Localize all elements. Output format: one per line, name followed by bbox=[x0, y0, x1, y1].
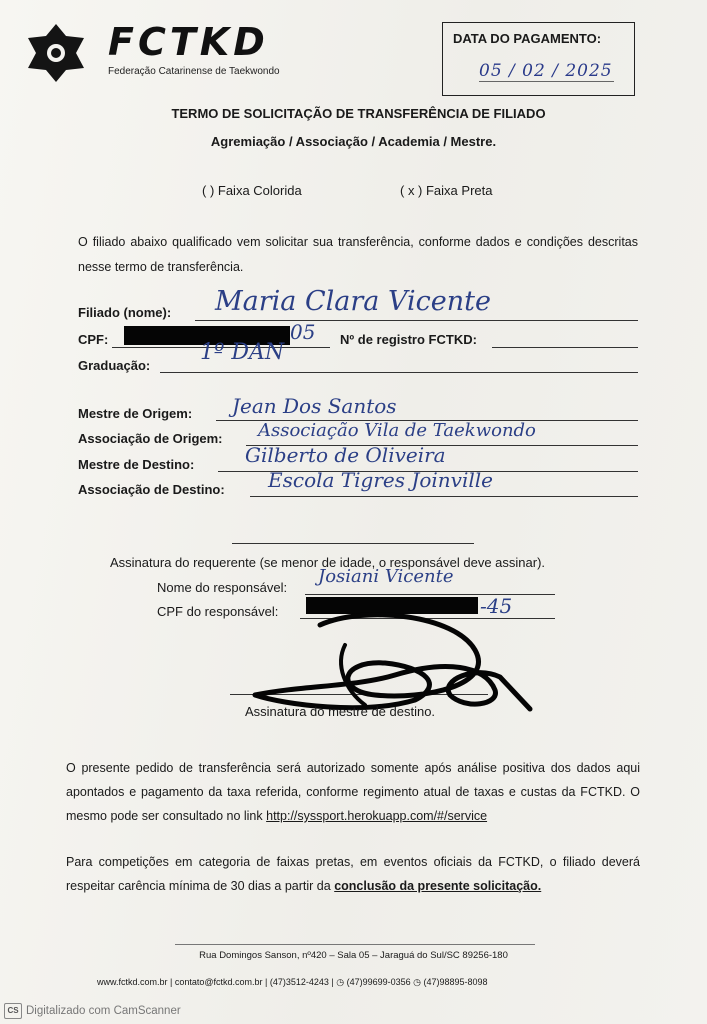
footer-divider bbox=[175, 944, 535, 945]
handwritten-signature bbox=[225, 605, 535, 720]
graduacao-label: Graduação: bbox=[78, 358, 151, 373]
cpf-responsavel-visible: -45 bbox=[480, 594, 513, 618]
camscanner-icon: CS bbox=[4, 1003, 22, 1019]
option-black-belt: ( x ) Faixa Preta bbox=[400, 183, 493, 198]
cpf-responsavel-label: CPF do responsável: bbox=[157, 604, 279, 619]
fctkd-logo-icon bbox=[24, 24, 88, 82]
payment-date-value: 05 / 02 / 2025 bbox=[479, 61, 613, 81]
cpf-label: CPF: bbox=[78, 332, 109, 347]
document-subtitle: Agremiação / Associação / Academia / Mestre. bbox=[210, 134, 497, 149]
requester-signature-caption: Assinatura do requerente (se menor de idade, o responsável deve assinar). bbox=[110, 555, 546, 570]
document-title: TERMO DE SOLICITAÇÃO DE TRANSFERÊNCIA DE FILIADO bbox=[171, 106, 546, 121]
scanner-watermark bbox=[4, 1003, 181, 1019]
assoc-origem-value: Associação Vila de Taekwondo bbox=[258, 420, 536, 441]
rule-text: Para competições em categoria de faixas pretas, em eventos oficiais da FCTKD, o filiado deverá respeitar carência mínima de 30 dias a partir da bbox=[66, 855, 640, 893]
responsavel-label: Nome do responsável: bbox=[157, 580, 288, 595]
rule-emphasis: conclusão da presente solicitação. bbox=[334, 879, 542, 893]
notice-text: O presente pedido de transferência será autorizado somente após análise positiva dos dados aqui apontados e pagamento da taxa referida, conforme regimento atual de taxas e custas da FCTKD. O mesmo pode ser consultado no link bbox=[66, 761, 640, 823]
mestre-destino-label: Mestre de Destino: bbox=[78, 457, 195, 472]
mestre-destino-signature-caption: Assinatura do mestre de destino. bbox=[245, 704, 436, 719]
registro-label: Nº de registro FCTKD: bbox=[340, 332, 477, 347]
logo-subtitle: Federação Catarinense de Taekwondo bbox=[108, 66, 280, 77]
filiado-label: Filiado (nome): bbox=[78, 305, 172, 320]
service-link[interactable]: http://syssport.herokuapp.com/#/service bbox=[266, 809, 488, 823]
mestre-origem-value: Jean Dos Santos bbox=[232, 394, 397, 418]
mestre-destino-value: Gilberto de Oliveira bbox=[245, 443, 446, 467]
footer-address: Rua Domingos Sanson, nº420 – Sala 05 – Jaraguá do Sul/SC 89256-180 bbox=[199, 950, 508, 961]
intro-paragraph: O filiado abaixo qualificado vem solicitar sua transferência, conforme dados e condições descritas nesse termo de transferência. bbox=[78, 235, 638, 274]
responsavel-value: Josiani Vicente bbox=[318, 566, 454, 587]
assoc-origem-label: Associação de Origem: bbox=[78, 431, 223, 446]
requester-signature-line bbox=[232, 543, 474, 544]
payment-date-label: DATA DO PAGAMENTO: bbox=[453, 31, 602, 46]
notice-paragraph bbox=[66, 756, 640, 828]
assoc-destino-line bbox=[250, 496, 638, 497]
registro-line bbox=[492, 347, 638, 348]
assoc-destino-label: Associação de Destino: bbox=[78, 482, 225, 497]
cpf-visible-digits: 05 bbox=[290, 320, 316, 344]
scanner-text: Digitalizado com CamScanner bbox=[26, 1005, 181, 1017]
logo-text: FCTKD bbox=[108, 20, 269, 64]
rule-paragraph bbox=[66, 850, 640, 898]
filiado-line bbox=[195, 320, 638, 321]
mestre-origem-label: Mestre de Origem: bbox=[78, 406, 193, 421]
footer-contact: www.fctkd.com.br | contato@fctkd.com.br | (47)3512-4243 | ◷ (47)99699-0356 ◷ (47)98895-8098 bbox=[97, 977, 488, 987]
option-colored-belt: ( ) Faixa Colorida bbox=[202, 183, 302, 198]
graduacao-value: 1º DAN bbox=[200, 340, 285, 365]
filiado-value: Maria Clara Vicente bbox=[215, 286, 491, 317]
payment-date-box bbox=[442, 22, 635, 96]
graduacao-line bbox=[160, 372, 638, 373]
responsavel-line bbox=[305, 594, 555, 595]
assoc-destino-value: Escola Tigres Joinville bbox=[268, 468, 493, 492]
